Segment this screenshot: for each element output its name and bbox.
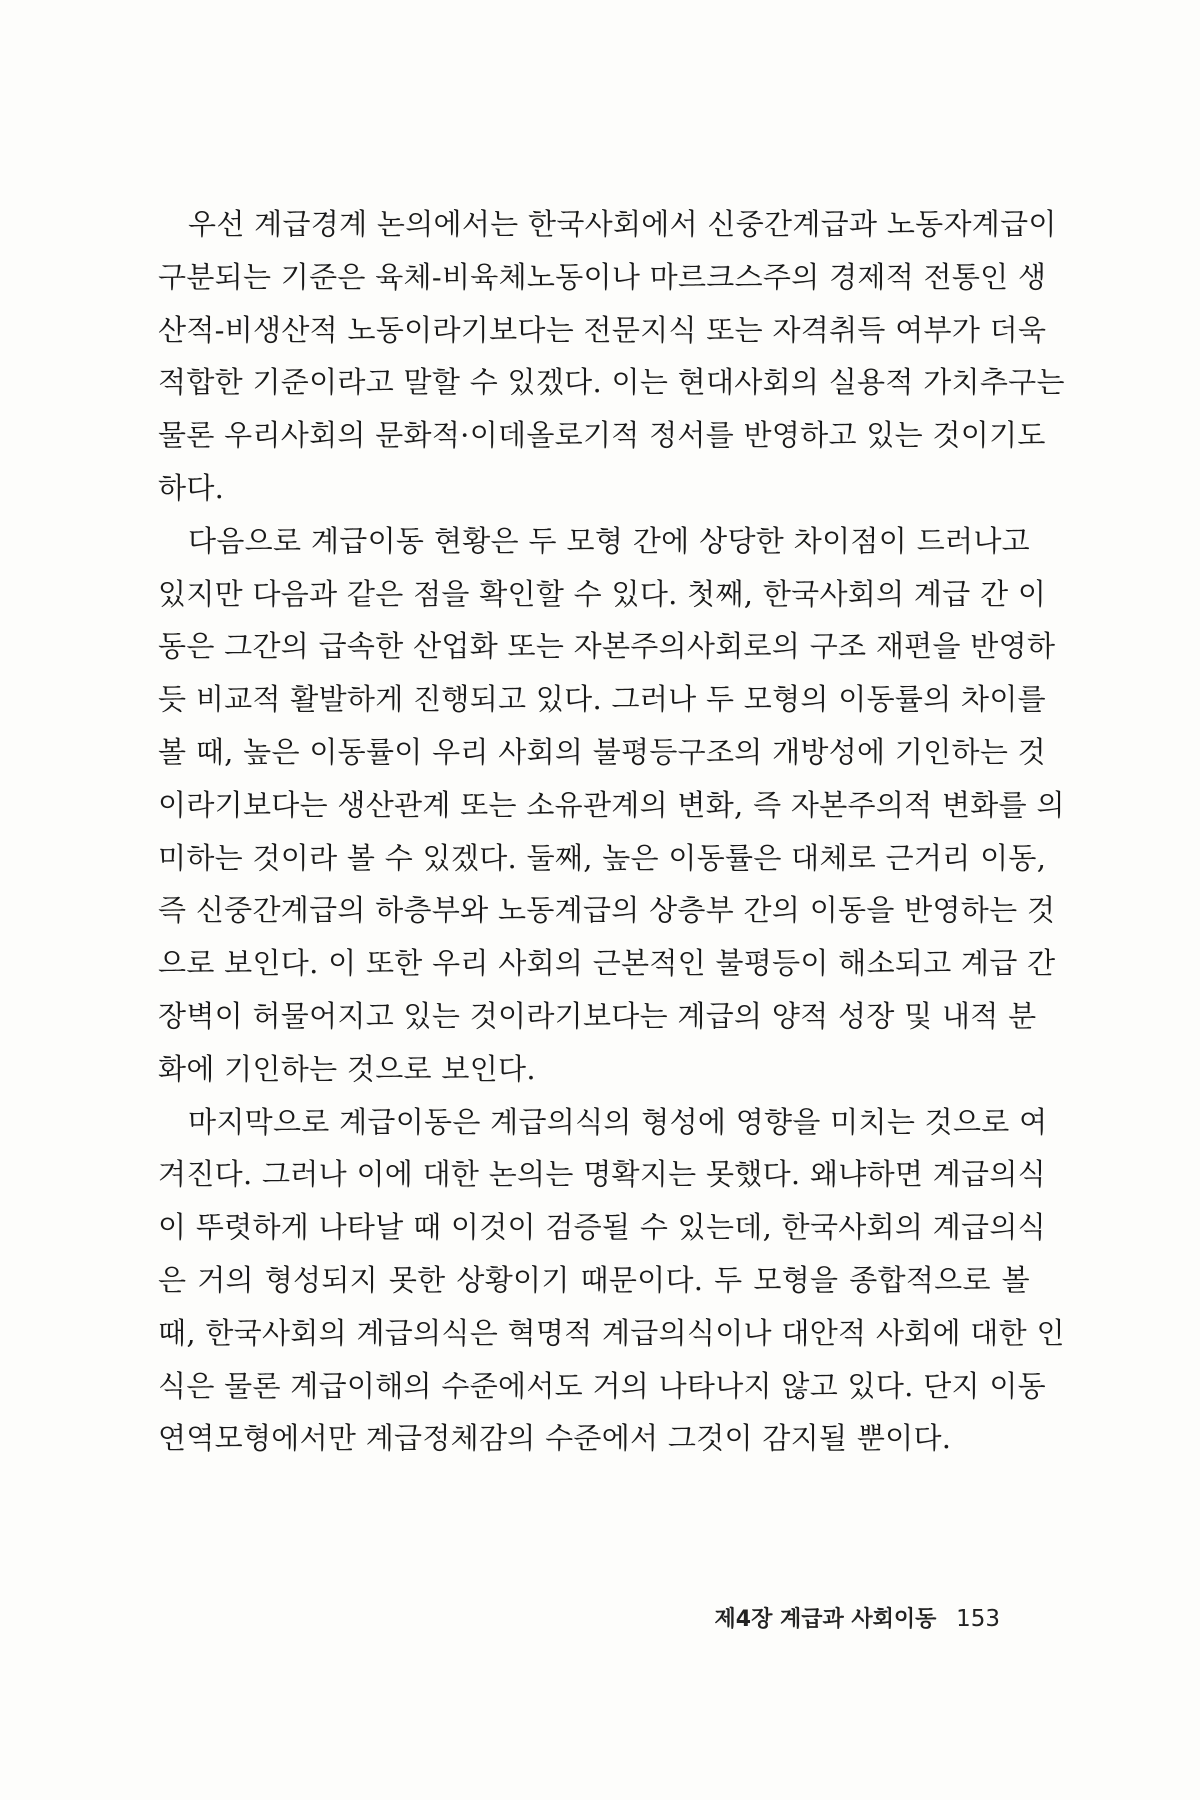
text-line: 동은 그간의 급속한 산업화 또는 자본주의사회로의 구조 재편을 반영하	[158, 629, 1056, 664]
page-footer	[700, 1602, 1000, 1633]
text-line: 겨진다. 그러나 이에 대한 논의는 명확지는 못했다. 왜냐하면 계급의식	[158, 1157, 1046, 1192]
text-line: 은 거의 형성되지 못한 상황이기 때문이다. 두 모형을 종합적으로 볼	[158, 1262, 1030, 1297]
text-line: 화에 기인하는 것으로 보인다.	[158, 1051, 536, 1086]
text-line: 때, 한국사회의 계급의식은 혁명적 계급의식이나 대안적 사회에 대한 인	[158, 1315, 1065, 1350]
text-line: 마지막으로 계급이동은 계급의식의 형성에 영향을 미치는 것으로 여	[188, 1104, 1048, 1139]
text-line: 우선 계급경계 논의에서는 한국사회에서 신중간계급과 노동자계급이	[188, 207, 1057, 241]
text-line: 볼 때, 높은 이동률이 우리 사회의 불평등구조의 개방성에 기인하는 것	[158, 734, 1046, 769]
paragraph-3	[158, 1096, 1065, 1466]
body-text	[158, 198, 1065, 1465]
text-line: 이 뚜렷하게 나타날 때 이것이 검증될 수 있는데, 한국사회의 계급의식	[158, 1210, 1046, 1245]
text-line: 다음으로 계급이동 현황은 두 모형 간에 상당한 차이점이 드러나고	[188, 523, 1030, 558]
running-footer-chapter: 제4장 계급과 사회이동	[714, 1607, 937, 1632]
page-number: 153	[956, 1606, 1000, 1632]
text-line: 연역모형에서만 계급정체감의 수준에서 그것이 감지될 뿐이다.	[158, 1421, 952, 1456]
paragraph-1	[158, 198, 1065, 515]
text-line: 구분되는 기준은 육체-비육체노동이나 마르크스주의 경제적 전통인 생	[158, 259, 1047, 294]
text-line: 물론 우리사회의 문화적·이데올로기적 정서를 반영하고 있는 것이기도	[158, 418, 1046, 453]
text-line: 식은 물론 계급이해의 수준에서도 거의 나타나지 않고 있다. 단지 이동	[158, 1368, 1046, 1403]
text-line: 하다.	[158, 470, 225, 505]
text-line: 있지만 다음과 같은 점을 확인할 수 있다. 첫째, 한국사회의 계급 간 이	[158, 576, 1047, 611]
text-line: 장벽이 허물어지고 있는 것이라기보다는 계급의 양적 성장 및 내적 분	[158, 998, 1037, 1033]
text-line: 적합한 기준이라고 말할 수 있겠다. 이는 현대사회의 실용적 가치추구는	[158, 365, 1065, 400]
text-line: 미하는 것이라 볼 수 있겠다. 둘째, 높은 이동률은 대체로 근거리 이동,	[158, 840, 1047, 875]
text-line: 이라기보다는 생산관계 또는 소유관계의 변화, 즉 자본주의적 변화를 의	[158, 787, 1065, 822]
text-line: 산적-비생산적 노동이라기보다는 전문지식 또는 자격취득 여부가 더욱	[158, 312, 1047, 347]
text-line: 즉 신중간계급의 하층부와 노동계급의 상층부 간의 이동을 반영하는 것	[158, 893, 1056, 928]
paragraph-2	[158, 515, 1065, 1096]
text-line: 으로 보인다. 이 또한 우리 사회의 근본적인 불평등이 해소되고 계급 간	[158, 946, 1056, 981]
text-line: 듯 비교적 활발하게 진행되고 있다. 그러나 두 모형의 이동률의 차이를	[158, 682, 1046, 717]
